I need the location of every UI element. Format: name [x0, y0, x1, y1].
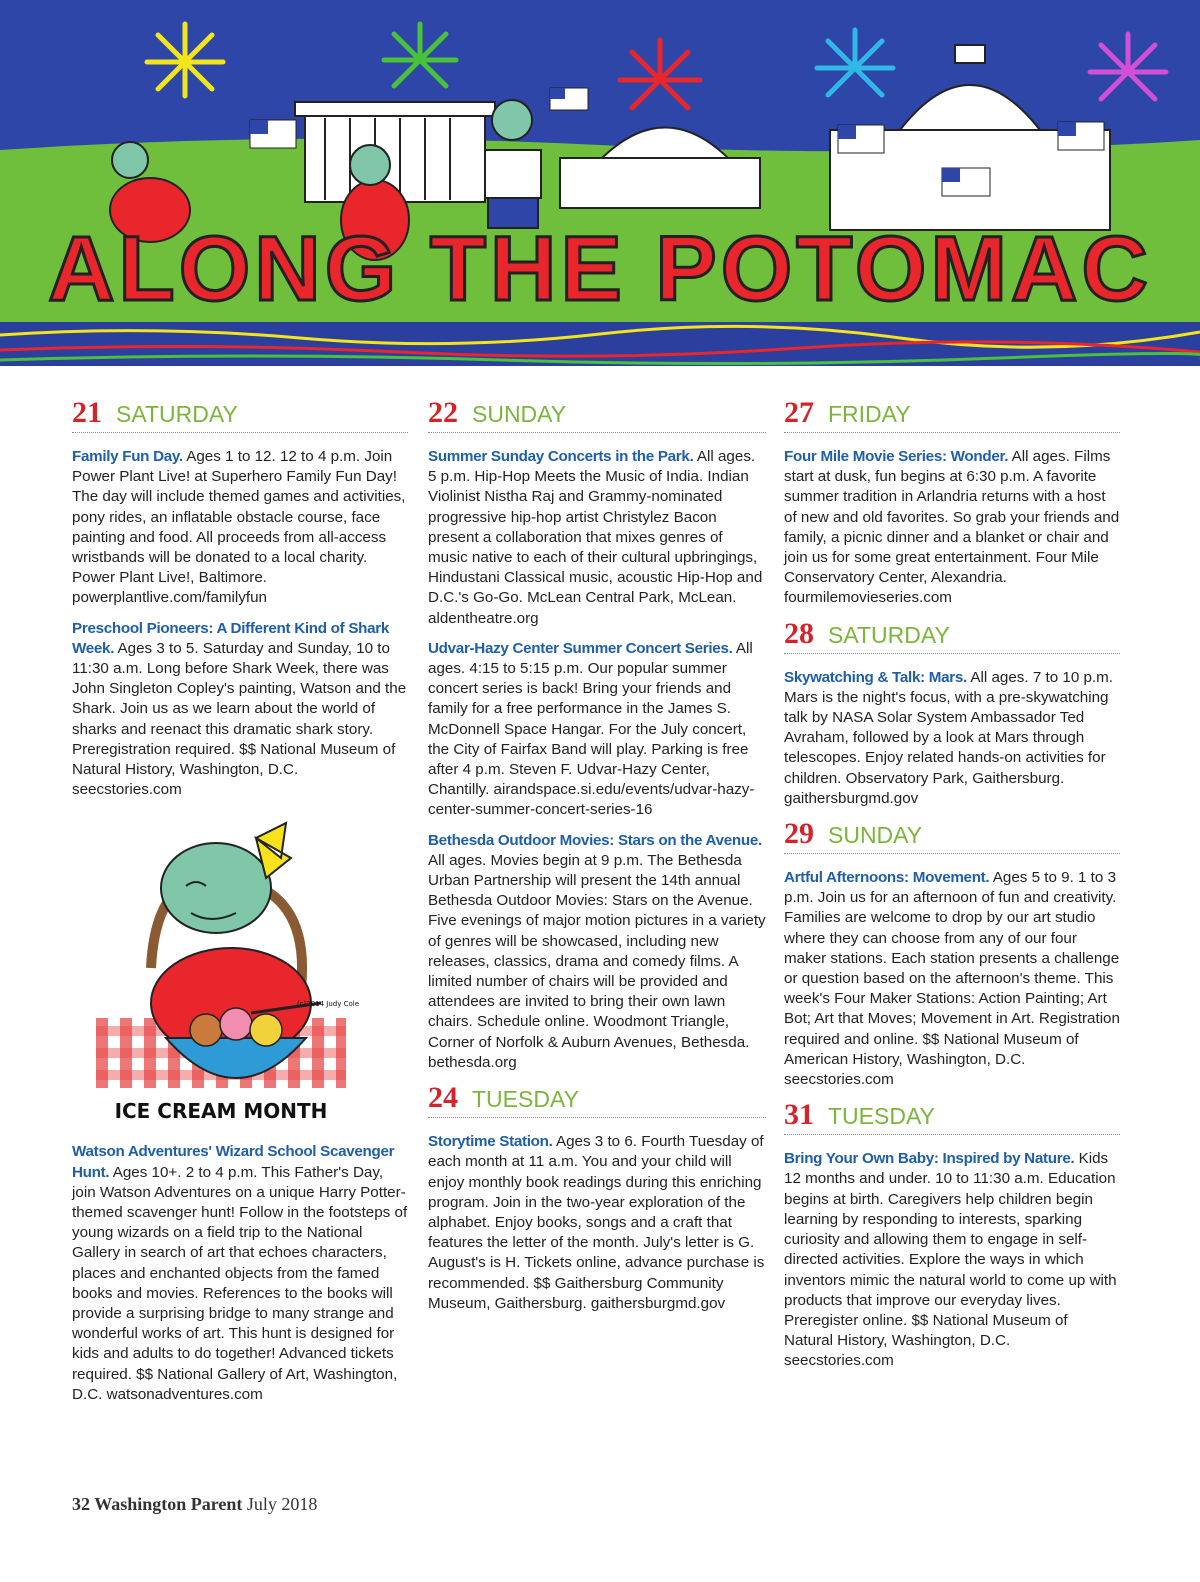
- event-listing: [428, 831, 766, 1073]
- event-title: Udvar-Hazy Center Summer Concert Series.: [428, 639, 733, 657]
- event-title: Summer Sunday Concerts in the Park.: [428, 448, 694, 465]
- day-number: 24: [428, 1081, 458, 1115]
- event-details: Kids 12 months and under. 10 to 11:30 a.m. Education begins at birth. Caregivers help children begin learning by responding to interests, sparking curiosity and allowing them to engage in self-directed activities. Explore the ways in which inventors mimic the natural world to come up with products that improve our everyday lives. Preregister online. $$ National Museum of Natural History, Washington, D.C. seecstories.com: [784, 1150, 1117, 1370]
- issue-date: July 2018: [246, 1494, 318, 1514]
- day-number: 21: [72, 396, 102, 429]
- banner-illustration: [0, 0, 1200, 366]
- event-details: All ages. 5 p.m. Hip-Hop Meets the Music of India. Indian Violinist Nistha Raj and Grammy-nominated progressive hip-hop artist Christylez Bacon present a collaboration that mixes genres of music native to each of their cultural upbringings, Hindustani Classical music, acoustic Hip-Hop and D.C.'s Go-Go. McLean Central Park, McLean. aldentheatre.org: [428, 448, 763, 627]
- day-heading: [784, 819, 1120, 854]
- column-2: [428, 398, 766, 1324]
- event-listing: [784, 868, 1120, 1090]
- event-title: Watson Adventures' Wizard School Scavenger Hunt.: [72, 1143, 395, 1181]
- day-name: SATURDAY: [828, 621, 950, 648]
- illustration-caption: ICE CREAM MONTH: [114, 1099, 328, 1124]
- event-title: Bethesda Outdoor Movies: Stars on the Avenue.: [428, 831, 762, 849]
- event-listing: [428, 1132, 766, 1314]
- event-listing: [428, 447, 766, 629]
- event-details: Ages 5 to 9. 1 to 3 p.m. Join us for an afternoon of fun and creativity. Families are welcome to drop by our art studio where they can choose from any of our four maker stations. Each station presents a challenge or question based on the afternoon's theme. This week's Four Maker Stations: Action Painting; Art Bot; Art that Moves; Movement in Art. Registration required and online. $$ National Museum of American History, Washington, D.C. seecstories.com: [784, 869, 1120, 1089]
- event-details: Ages 3 to 5. Saturday and Sunday, 10 to 11:30 a.m. Long before Shark Week, there was John Singleton Copley's painting, Watson and the Shark. Join us as we learn about the world of sharks and reenact this dramatic shark story. Preregistration required. $$ National Museum of Natural History, Washington, D.C. seecstories.com: [72, 639, 407, 799]
- day-number: 27: [784, 396, 814, 429]
- column-1: [72, 398, 408, 1415]
- day-heading: [784, 398, 1120, 433]
- turtle-ice-cream-icon: [96, 818, 360, 1128]
- page-footer: [72, 1494, 317, 1515]
- event-listing: [72, 1142, 408, 1405]
- header-banner: [0, 0, 1200, 366]
- day-name: SATURDAY: [116, 401, 238, 427]
- day-name: FRIDAY: [828, 401, 911, 427]
- event-title: Bring Your Own Baby: Inspired by Nature.: [784, 1150, 1075, 1168]
- event-listing: [784, 447, 1120, 609]
- day-heading: [72, 398, 408, 433]
- day-number: 28: [784, 616, 814, 650]
- day-name: TUESDAY: [828, 1103, 935, 1130]
- event-details: Ages 10+. 2 to 4 p.m. This Father's Day, join Watson Adventures on a unique Harry Potter-themed scavenger hunt! Follow in the footsteps of young wizards on a field trip to the National Gallery in search of art that echoes characters, places and enchanted objects from the famed books and movies. References to the books will provide a surprising bridge to many strange and wonderful works of art. This hunt is designed for kids and adults to do together! Advanced tickets required. $$ National Gallery of Art, Washington, D.C. watsonadventures.com: [72, 1163, 408, 1403]
- column-3: [784, 398, 1120, 1382]
- event-title: Storytime Station.: [428, 1133, 553, 1151]
- illustration-signature: (c)2014 Judy Cole: [296, 1000, 360, 1009]
- day-heading: [784, 1100, 1120, 1135]
- event-details: All ages. Movies begin at 9 p.m. The Bethesda Urban Partnership will present the 14th annual Bethesda Outdoor Movies: Stars on the Avenue. Five evenings of major motion pictures in a variety of genres will be showcased, including new releases, classics, drama and comedy films. A limited number of chairs will be provided and attendees are invited to bring their own lawn chairs. Schedule online. Woodmont Triangle, Corner of Norfolk & Auburn Avenues, Bethesda. bethesda.org: [428, 851, 766, 1071]
- day-number: 29: [784, 817, 814, 851]
- event-details: All ages. Films start at dusk, fun begins at 6:30 p.m. A favorite summer tradition in Arlandria returns with a host of new and old favorites. So grab your friends and family, a picnic dinner and a blanket or chair and join us for some great entertainment. Four Mile Conservatory Center, Alexandria. fourmilemovieseries.com: [784, 448, 1120, 607]
- ice-cream-illustration: [96, 818, 360, 1128]
- day-heading: [428, 1083, 766, 1118]
- event-title: Family Fun Day.: [72, 448, 183, 465]
- banner-title: ALONG THE POTOMAC: [48, 218, 1152, 320]
- event-listing: [784, 668, 1120, 809]
- event-title: Preschool Pioneers: A Different Kind of Shark Week.: [72, 619, 390, 657]
- event-details: Ages 3 to 6. Fourth Tuesday of each month at 11 a.m. You and your child will enjoy monthly book readings during this enriching program. Join in the two-year exploration of the alphabet. Enjoy books, songs and a craft that features the letter of the month. July's letter is G. August's is H. Tickets online, advance purchase is recommended. $$ Gaithersburg Community Museum, Gaithersburg. gaithersburgmd.gov: [428, 1133, 765, 1312]
- day-heading: [428, 398, 766, 433]
- event-details: All ages. 7 to 10 p.m. Mars is the night's focus, with a pre-skywatching talk by NASA Solar System Ambassador Ted Avraham, followed by a look at Mars through telescopes. Enjoy related hands-on activities for children. Observatory Park, Gaithersburg. gaithersburgmd.gov: [784, 668, 1114, 807]
- event-details: All ages. 4:15 to 5:15 p.m. Our popular summer concert series is back! Bring your friends and family for a free performance in the James S. McDonnell Space Hangar. For the July concert, the City of Fairfax Band will play. Parking is free after 4 p.m. Steven F. Udvar-Hazy Center, Chantilly. airandspace.si.edu/events/udvar-hazy-center-summer-concert-series-16: [428, 639, 755, 819]
- event-title: Artful Afternoons: Movement.: [784, 869, 990, 887]
- event-listing: [72, 447, 408, 609]
- event-title: Skywatching & Talk: Mars.: [784, 668, 967, 686]
- event-details: Ages 1 to 12. 12 to 4 p.m. Join Power Plant Live! at Superhero Family Fun Day! The day will include themed games and activities, pony rides, an inflatable obstacle course, face painting and food. All proceeds from all-access wristbands will be donated to a local charity. Power Plant Live!, Baltimore. powerplantlive.com/familyfun: [72, 448, 406, 607]
- event-listing: [428, 639, 766, 821]
- day-name: TUESDAY: [472, 1086, 579, 1113]
- day-name: SUNDAY: [828, 822, 923, 849]
- publication-name: Washington Parent: [94, 1494, 243, 1514]
- event-listing: [784, 1149, 1120, 1371]
- page-number: 32: [72, 1494, 90, 1514]
- day-heading: [784, 616, 1120, 654]
- day-name: SUNDAY: [472, 401, 567, 427]
- event-title: Four Mile Movie Series: Wonder.: [784, 448, 1009, 465]
- day-number: 22: [428, 396, 458, 429]
- event-listing: [72, 619, 408, 801]
- day-number: 31: [784, 1098, 814, 1132]
